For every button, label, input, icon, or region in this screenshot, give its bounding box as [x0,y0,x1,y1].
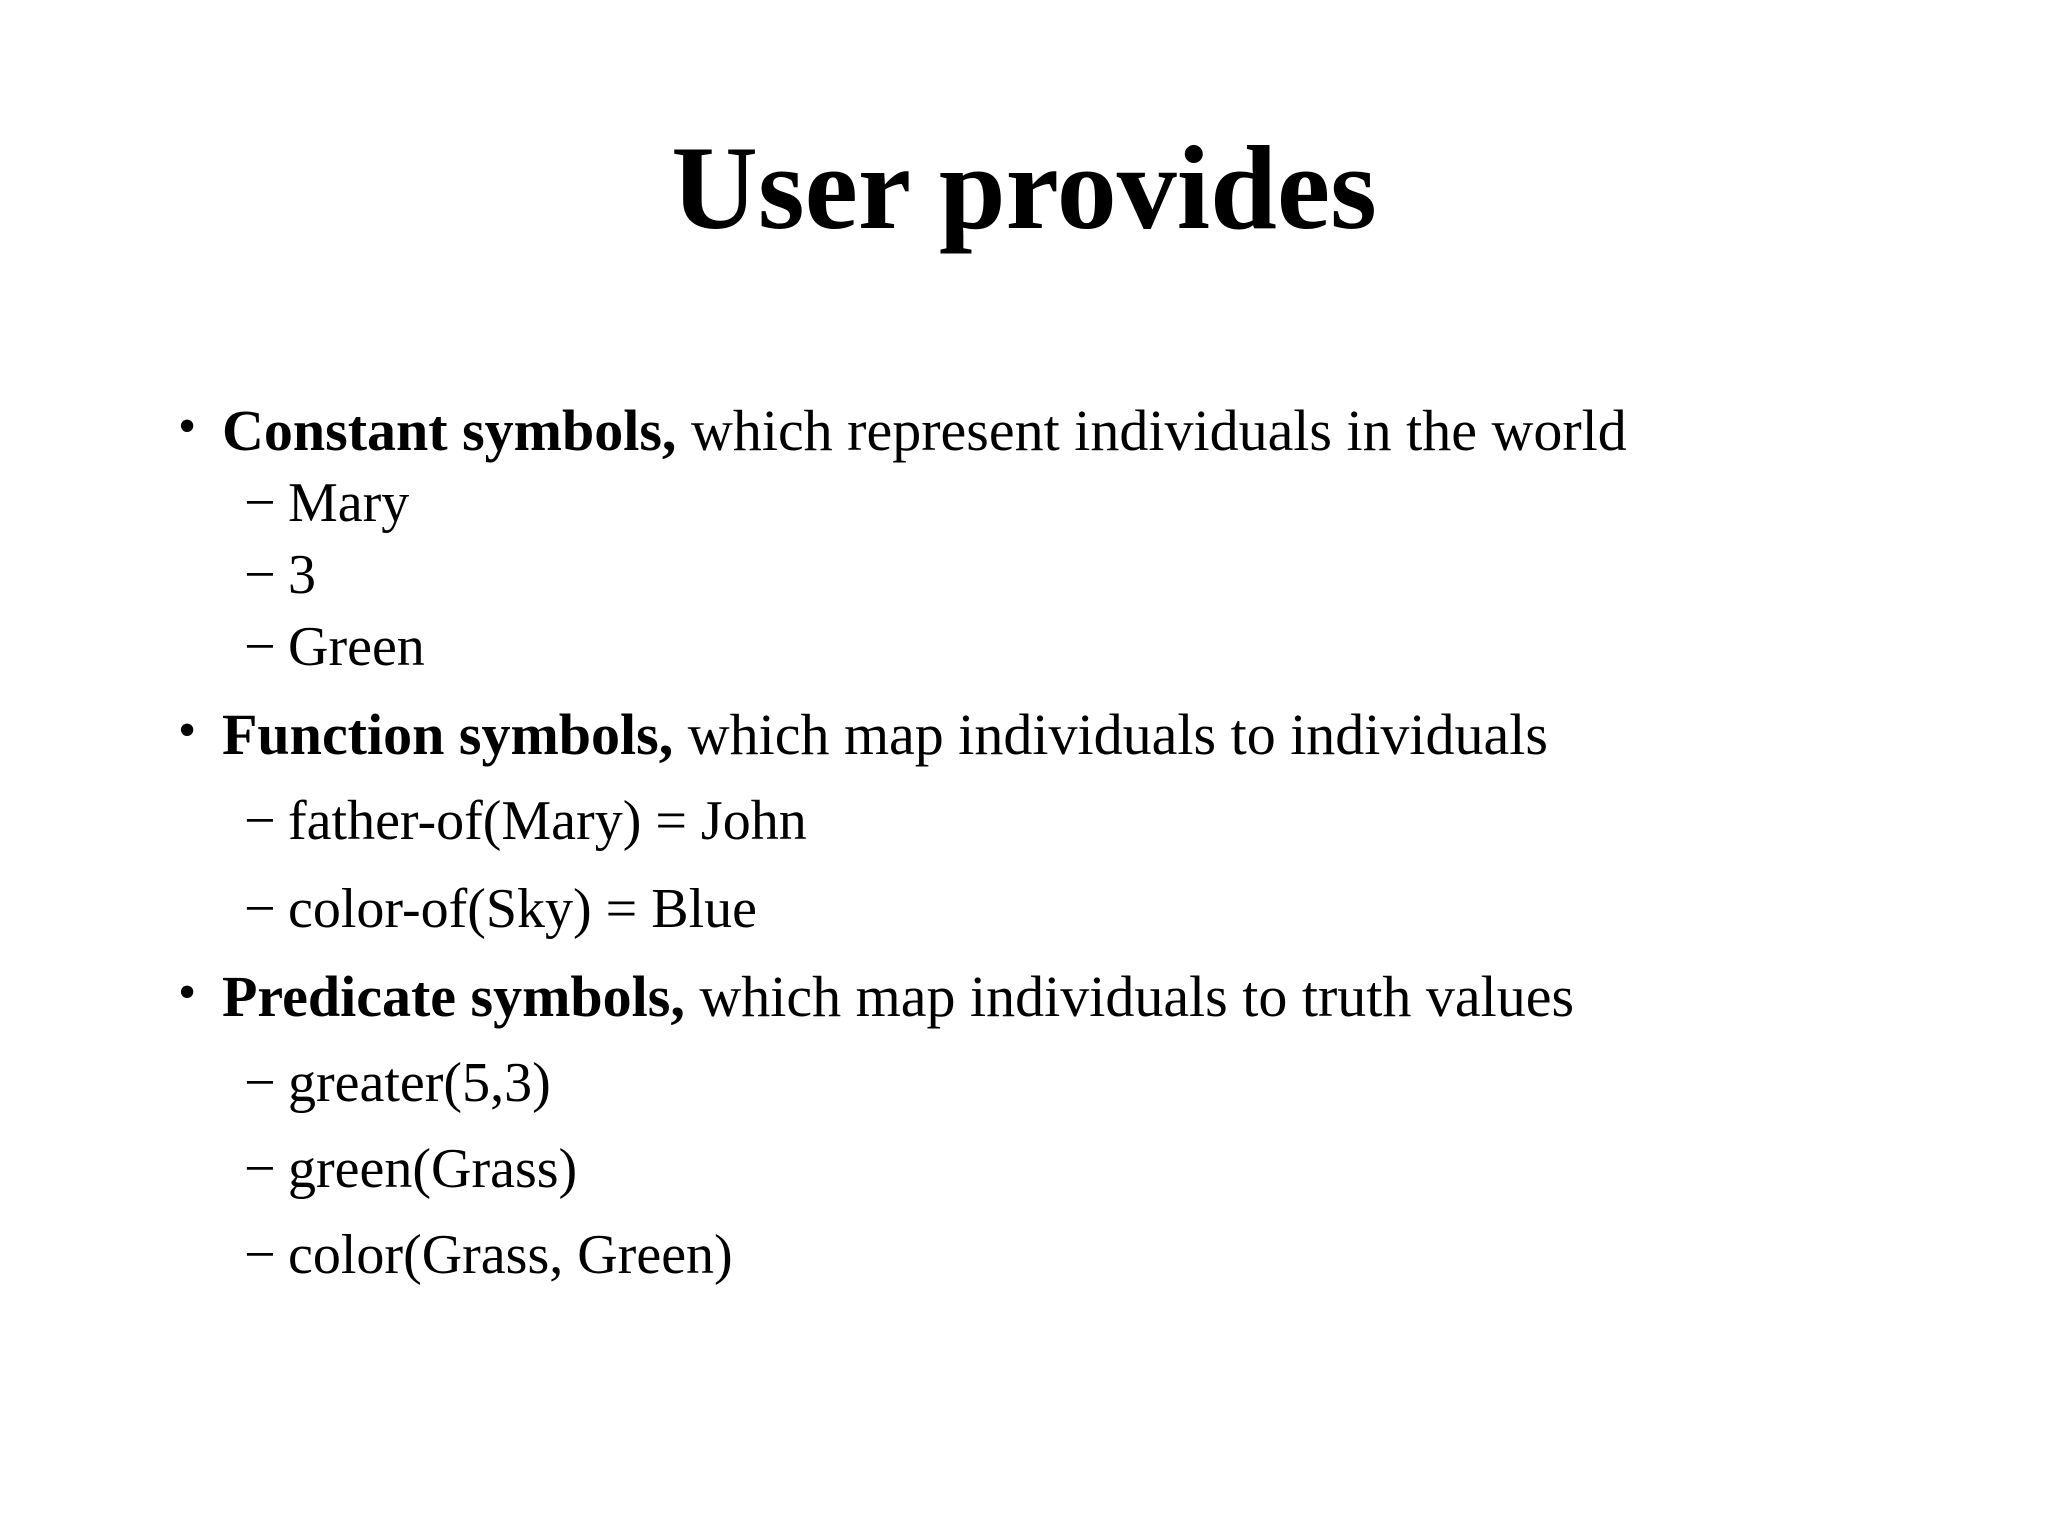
bullet-description: which map individuals to truth values [684,964,1575,1029]
bullet-description: which map individuals to individuals [673,702,1548,767]
dash-icon: − [244,878,276,940]
dash-icon: − [244,472,276,534]
sub-item-text: 3 [288,544,316,606]
sub-item [244,788,807,854]
bullet-predicate-symbols [178,962,1575,1032]
sub-item-text: color(Grass, Green) [288,1224,733,1286]
bullet-constant-symbols [178,396,1627,466]
bullet-function-symbols [178,700,1548,770]
sub-item [244,542,316,608]
sub-item-text: Green [288,616,425,678]
sub-item [244,1222,733,1288]
bullet-description: which represent individuals in the world [676,398,1627,463]
bullet-term: Predicate symbols, [222,964,685,1029]
sub-item-text: greater(5,3) [288,1052,551,1114]
bullet-dot-icon: • [178,398,197,455]
dash-icon: − [244,616,276,678]
dash-icon: − [244,790,276,852]
bullet-term: Function symbols, [222,702,674,767]
dash-icon: − [244,1052,276,1114]
dash-icon: − [244,1224,276,1286]
sub-item-text: green(Grass) [288,1138,578,1200]
sub-item [244,1050,551,1116]
sub-item [244,876,757,942]
sub-item [244,470,409,536]
dash-icon: − [244,544,276,606]
bullet-term: Constant symbols, [222,398,677,463]
sub-item [244,1136,577,1202]
sub-item-text: father-of(Mary) = John [288,790,807,852]
bullet-dot-icon: • [178,964,197,1021]
sub-item-text: Mary [288,472,410,534]
sub-item-text: color-of(Sky) = Blue [288,878,758,940]
bullet-dot-icon: • [178,702,197,759]
sub-item [244,614,425,680]
dash-icon: − [244,1138,276,1200]
slide-title: User provides [671,121,1377,254]
